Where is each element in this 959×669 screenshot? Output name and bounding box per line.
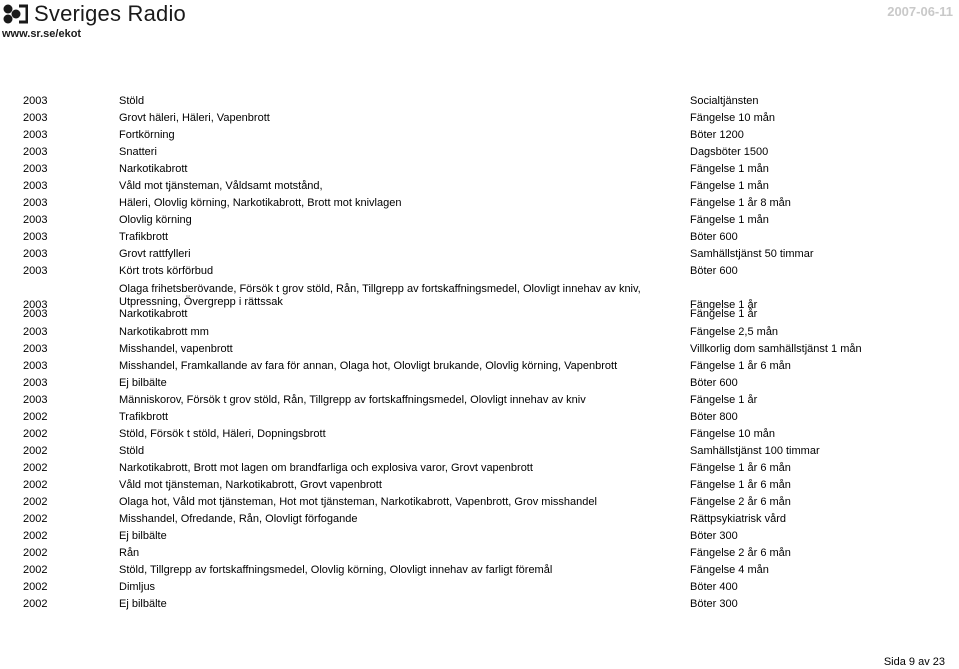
record-sentence: Fängelse 1 mån: [690, 163, 769, 175]
record-sentence: Fängelse 1 år 6 mån: [690, 360, 791, 372]
record-sentence: Fängelse 1 mån: [690, 214, 769, 226]
site-url: www.sr.se/ekot: [2, 28, 82, 40]
record-year: 2003: [23, 214, 48, 226]
record-sentence: Fängelse 1 år 6 mån: [690, 462, 791, 474]
record-sentence: Fängelse 1 år: [690, 394, 758, 406]
record-year: 2003: [23, 360, 48, 372]
record-year: 2002: [23, 428, 48, 440]
record-year: 2003: [23, 394, 48, 406]
record-year: 2003: [23, 308, 48, 320]
record-crime: Ej bilbälte: [119, 598, 167, 610]
record-sentence: Böter 300: [690, 598, 738, 610]
page-number: Sida 9 av 23: [883, 656, 945, 668]
record-crime: Narkotikabrott: [119, 163, 188, 175]
record-year: 2003: [23, 180, 48, 192]
record-sentence: Rättpsykiatrisk vård: [690, 513, 786, 525]
record-crime: Narkotikabrott: [119, 308, 188, 320]
record-year: 2003: [23, 343, 48, 355]
record-crime: Stöld, Försök t stöld, Häleri, Dopningsbrott: [119, 428, 326, 440]
record-crime: Dimljus: [119, 581, 156, 593]
record-year: 2003: [23, 248, 48, 260]
record-year: 2003: [23, 299, 48, 311]
record-sentence: Böter 400: [690, 581, 738, 593]
record-crime: Misshandel, Framkallande av fara för annan, Olaga hot, Olovligt brukande, Olovlig körning, Vapenbrott: [119, 360, 618, 372]
record-sentence: Samhällstjänst 50 timmar: [690, 248, 814, 260]
record-year: 2003: [23, 146, 48, 158]
record-crime: Rån: [119, 547, 140, 559]
record-sentence: Fängelse 2 år 6 mån: [690, 547, 791, 559]
record-year: 2002: [23, 479, 48, 491]
record-year: 2003: [23, 129, 48, 141]
record-crime: Fortkörning: [119, 129, 175, 141]
record-crime: Olaga hot, Våld mot tjänsteman, Hot mot tjänsteman, Narkotikabrott, Vapenbrott, Grov misshandel: [119, 496, 597, 508]
record-crime: Trafikbrott: [119, 231, 169, 243]
record-crime: Grovt rattfylleri: [119, 248, 191, 260]
record-sentence: Dagsböter 1500: [690, 146, 769, 158]
record-sentence: Fängelse 1 år 8 mån: [690, 197, 791, 209]
record-year: 2003: [23, 163, 48, 175]
record-crime: Stöld: [119, 445, 145, 457]
record-crime: Stöld, Tillgrepp av fortskaffningsmedel, Olovlig körning, Olovligt innehav av farligt föremål: [119, 564, 553, 576]
record-year: 2002: [23, 598, 48, 610]
record-crime: Narkotikabrott, Brott mot lagen om brandfarliga och explosiva varor, Grovt vapenbrott: [119, 462, 533, 474]
record-year: 2003: [23, 95, 48, 107]
record-sentence: Fängelse 10 mån: [690, 112, 775, 124]
record-year: 2002: [23, 411, 48, 423]
record-sentence: Fängelse 1 år 6 mån: [690, 479, 791, 491]
record-sentence: Socialtjänsten: [690, 95, 759, 107]
record-crime: Häleri, Olovlig körning, Narkotikabrott, Brott mot knivlagen: [119, 197, 402, 209]
record-crime: Grovt häleri, Häleri, Vapenbrott: [119, 112, 270, 124]
record-year: 2003: [23, 231, 48, 243]
record-year: 2003: [23, 197, 48, 209]
record-sentence: Böter 600: [690, 377, 738, 389]
record-sentence: Böter 600: [690, 265, 738, 277]
record-year: 2002: [23, 496, 48, 508]
record-year: 2002: [23, 513, 48, 525]
record-sentence: Böter 600: [690, 231, 738, 243]
record-year: 2002: [23, 564, 48, 576]
record-crime: Våld mot tjänsteman, Narkotikabrott, Grovt vapenbrott: [119, 479, 382, 491]
record-crime: Människorov, Försök t grov stöld, Rån, Tillgrepp av fortskaffningsmedel, Olovligt innehav av kniv: [119, 394, 586, 406]
page-header: [0, 0, 959, 44]
record-crime: Olaga frihetsberövande, Försök t grov stöld, Rån, Tillgrepp av fortskaffningsmedel, Olovligt innehav av kniv, Utpressning, Övergrepp i rättssak: [119, 283, 641, 308]
record-year: 2003: [23, 377, 48, 389]
sveriges-radio-logo: [2, 2, 186, 26]
record-crime: Ej bilbälte: [119, 530, 167, 542]
record-year: 2002: [23, 530, 48, 542]
record-sentence: Böter 300: [690, 530, 738, 542]
record-sentence: Villkorlig dom samhällstjänst 1 mån: [690, 343, 862, 355]
record-year: 2003: [23, 265, 48, 277]
sr-logo-icon: [2, 3, 28, 25]
record-crime: Snatteri: [119, 146, 157, 158]
record-crime: Narkotikabrott mm: [119, 326, 209, 338]
record-year: 2002: [23, 445, 48, 457]
header-date: 2007-06-11: [887, 4, 953, 19]
record-crime: Ej bilbälte: [119, 377, 167, 389]
record-sentence: Fängelse 1 mån: [690, 180, 769, 192]
record-sentence: Fängelse 4 mån: [690, 564, 769, 576]
record-sentence: Böter 800: [690, 411, 738, 423]
record-sentence: Fängelse 1 år: [690, 308, 758, 320]
record-crime: Våld mot tjänsteman, Våldsamt motstånd,: [119, 180, 323, 192]
record-year: 2002: [23, 462, 48, 474]
logo-text: Sveriges Radio: [34, 1, 186, 26]
record-crime: Kört trots körförbud: [119, 265, 214, 277]
record-year: 2002: [23, 581, 48, 593]
record-sentence: Böter 1200: [690, 129, 744, 141]
record-crime: Misshandel, vapenbrott: [119, 343, 233, 355]
record-sentence: Fängelse 1 år: [690, 299, 758, 311]
record-sentence: Fängelse 10 mån: [690, 428, 775, 440]
record-year: 2003: [23, 112, 48, 124]
record-sentence: Fängelse 2 år 6 mån: [690, 496, 791, 508]
record-crime: Olovlig körning: [119, 214, 192, 226]
record-crime: Stöld: [119, 95, 145, 107]
record-crime: Misshandel, Ofredande, Rån, Olovligt förfogande: [119, 513, 358, 525]
record-year: 2003: [23, 326, 48, 338]
record-sentence: Samhällstjänst 100 timmar: [690, 445, 820, 457]
record-year: 2002: [23, 547, 48, 559]
record-crime: Trafikbrott: [119, 411, 169, 423]
record-sentence: Fängelse 2,5 mån: [690, 326, 779, 338]
